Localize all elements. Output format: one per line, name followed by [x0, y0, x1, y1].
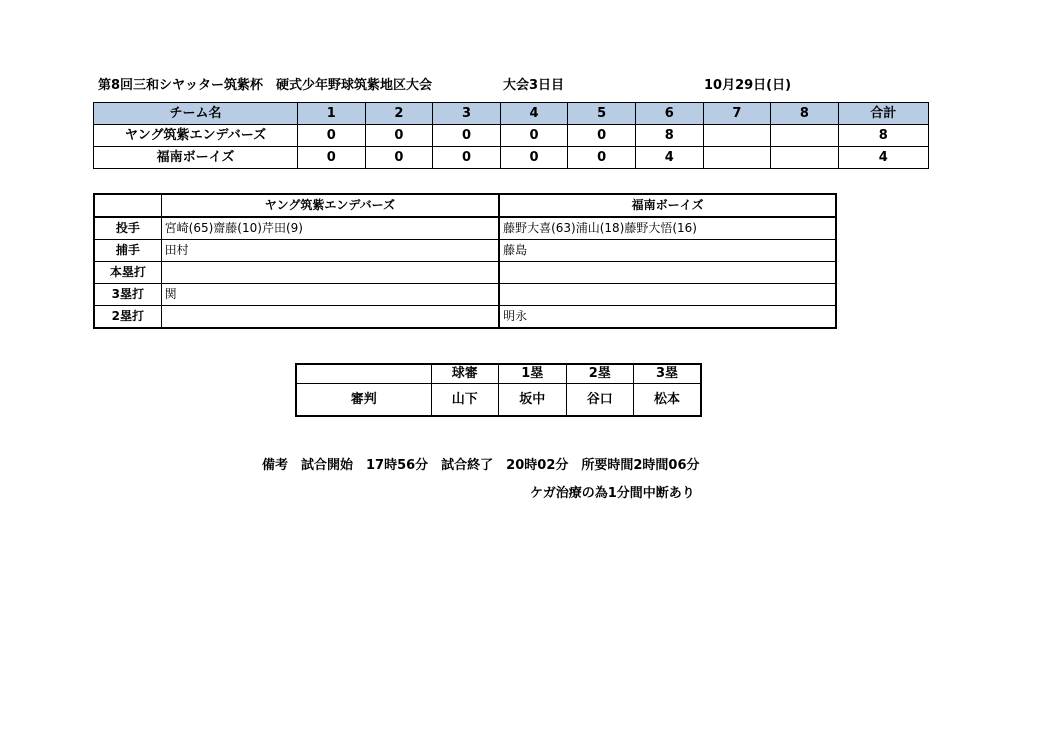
players-row: [94, 262, 836, 284]
umpire-name: 松本: [634, 384, 702, 417]
umpires-row: [296, 384, 701, 417]
inning-score: [771, 125, 839, 147]
inning-score: 0: [568, 147, 636, 169]
inning-header: 5: [568, 103, 636, 125]
inning-header: 3: [433, 103, 501, 125]
tournament-title: 第8回三和シヤッター筑紫杯 硬式少年野球筑紫地区大会: [98, 78, 433, 93]
inning-score: 0: [433, 147, 501, 169]
blank-header-cell: [94, 194, 161, 217]
team-b-cell: 藤島: [499, 240, 836, 262]
team-name: 福南ボーイズ: [94, 147, 298, 169]
inning-score: 8: [635, 125, 703, 147]
players-row: [94, 217, 836, 240]
team-b-cell: 藤野大喜(63)浦山(18)藤野大悟(16): [499, 217, 836, 240]
total-score: 4: [838, 147, 928, 169]
inning-score: 0: [365, 125, 433, 147]
tournament-day: 大会3日目: [503, 78, 565, 93]
team-b-cell: [499, 262, 836, 284]
inning-header: 7: [703, 103, 771, 125]
scoreboard-row: [94, 125, 929, 147]
team-a-cell: 関: [161, 284, 499, 306]
players-table: [93, 193, 837, 329]
inning-score: 0: [568, 125, 636, 147]
row-label: 本塁打: [94, 262, 161, 284]
inning-score: [703, 147, 771, 169]
umpire-position: 2塁: [566, 364, 634, 384]
team-a-cell: [161, 262, 499, 284]
inning-header: 6: [635, 103, 703, 125]
players-header-row: [94, 194, 836, 217]
row-label: 3塁打: [94, 284, 161, 306]
players-row: [94, 240, 836, 262]
team-a-cell: 田村: [161, 240, 499, 262]
players-row: [94, 306, 836, 329]
team-column-header: チーム名: [94, 103, 298, 125]
team-a-header: ヤング筑紫エンデバーズ: [161, 194, 499, 217]
team-a-cell: 宮崎(65)齋藤(10)芹田(9): [161, 217, 499, 240]
umpire-name: 谷口: [566, 384, 634, 417]
umpires-header-row: [296, 364, 701, 384]
row-label: 2塁打: [94, 306, 161, 329]
inning-header: 8: [771, 103, 839, 125]
umpire-position: 球審: [431, 364, 499, 384]
inning-header: 4: [500, 103, 568, 125]
inning-score: 0: [298, 125, 366, 147]
team-b-header: 福南ボーイズ: [499, 194, 836, 217]
scoreboard-header-row: [94, 103, 929, 125]
game-date: 10月29日(日): [704, 78, 792, 93]
umpire-position: 3塁: [634, 364, 702, 384]
blank-header-cell: [296, 364, 431, 384]
inning-score: 0: [500, 147, 568, 169]
row-label: 投手: [94, 217, 161, 240]
inning-score: 4: [635, 147, 703, 169]
total-score: 8: [838, 125, 928, 147]
umpires-table: [295, 363, 702, 417]
umpire-position: 1塁: [499, 364, 567, 384]
team-b-cell: [499, 284, 836, 306]
team-a-cell: [161, 306, 499, 329]
umpire-name: 坂中: [499, 384, 567, 417]
inning-score: 0: [298, 147, 366, 169]
inning-score: 0: [365, 147, 433, 169]
row-label: 捕手: [94, 240, 161, 262]
total-header: 合計: [838, 103, 928, 125]
game-time-note: 備考 試合開始 17時56分 試合終了 20時02分 所要時間2時間06分: [262, 458, 700, 473]
inning-header: 2: [365, 103, 433, 125]
umpires-row-label: 審判: [296, 384, 431, 417]
players-row: [94, 284, 836, 306]
inning-score: 0: [500, 125, 568, 147]
interruption-note: ケガ治療の為1分間中断あり: [530, 486, 695, 501]
inning-header: 1: [298, 103, 366, 125]
inning-score: [703, 125, 771, 147]
scoreboard-row: [94, 147, 929, 169]
inning-score: [771, 147, 839, 169]
team-name: ヤング筑紫エンデバーズ: [94, 125, 298, 147]
team-b-cell: 明永: [499, 306, 836, 329]
umpire-name: 山下: [431, 384, 499, 417]
inning-score: 0: [433, 125, 501, 147]
scoreboard-table: [93, 102, 929, 169]
